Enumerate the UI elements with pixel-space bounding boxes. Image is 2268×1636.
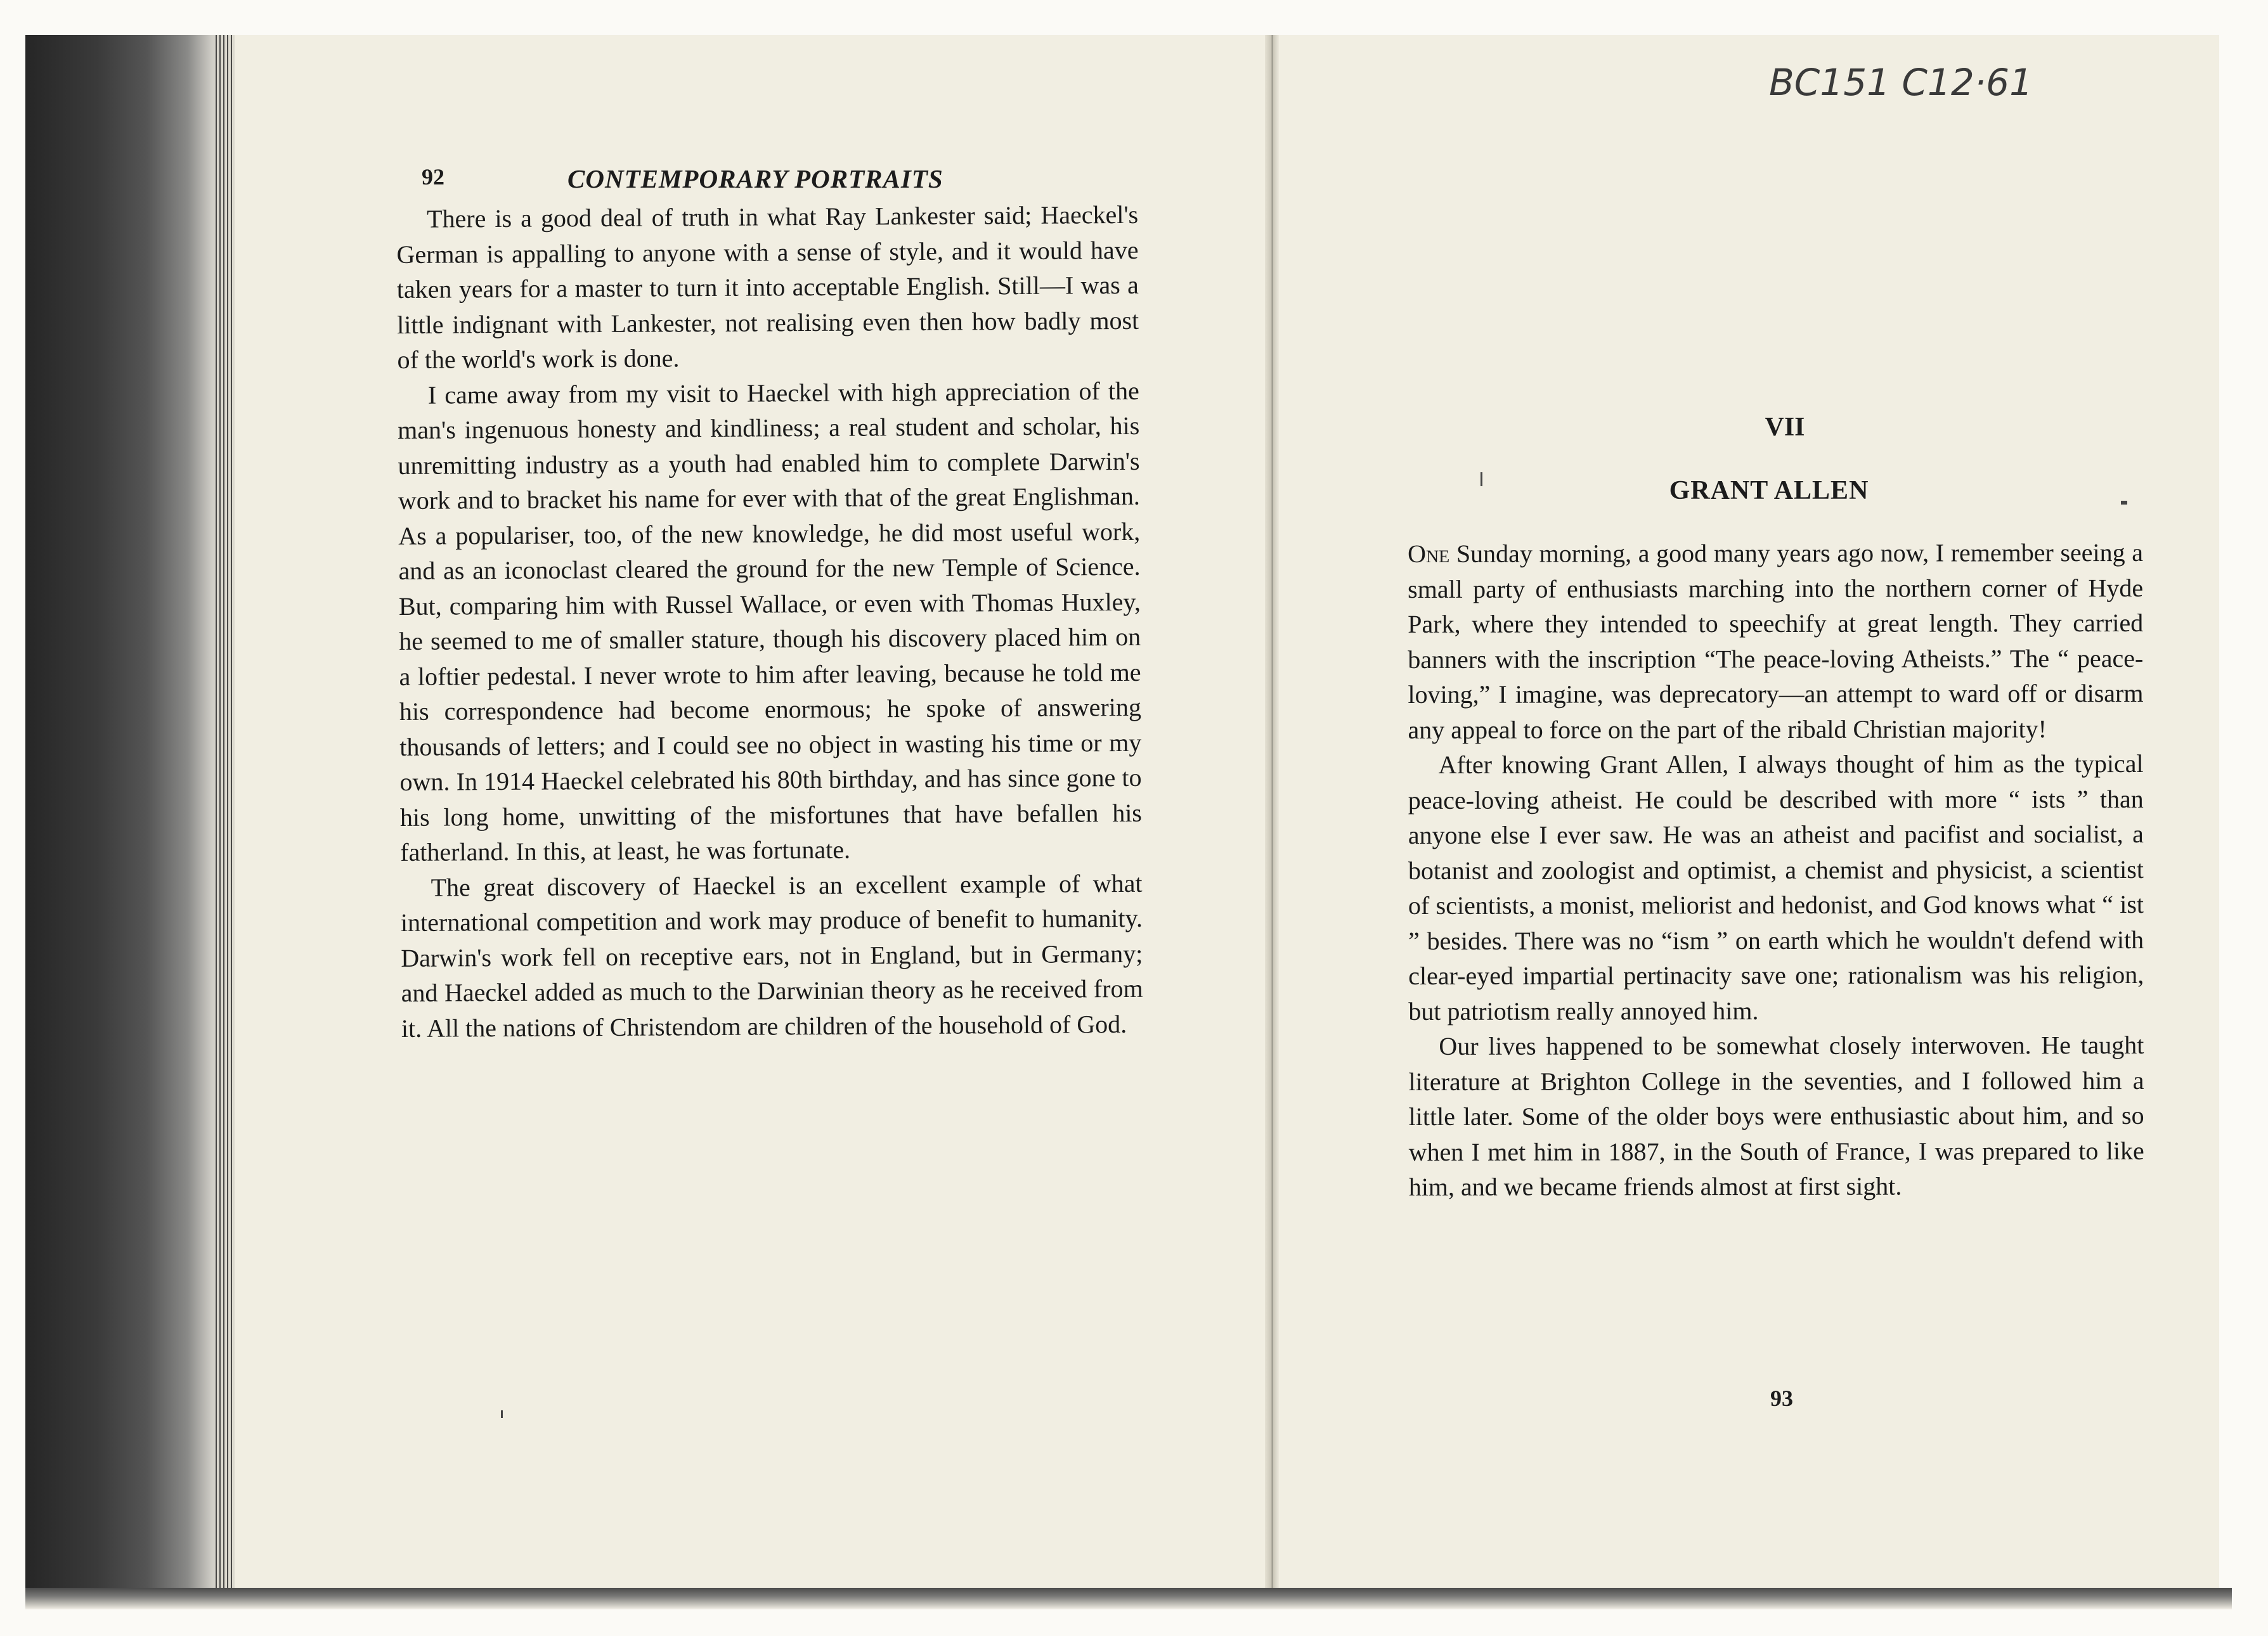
paragraph: There is a good deal of truth in what Ray Lankester said; Haeckel's German is appalling to anyone with a sense of style, and it would have taken years for a master to turn it into acceptable English. Still—I was a little indignant with Lankester, not realising even then how badly most of the world's work is done.: [396, 200, 1139, 374]
dust-speck: [501, 1410, 503, 1418]
running-title: CONTEMPORARY PORTRAITS: [567, 164, 943, 193]
paragraph: Our lives happened to be somewhat closely interwoven. He taught literature at Brighton College in the seventies, and I followed him a little later. Some of the older boys were enthusiastic about him, and so when I met him in 1887, in the South of France, I was prepared to like him, and we became friends almost at first sight.: [1408, 1030, 2144, 1201]
svg-text:BC151 C12·61: BC151 C12·61: [1769, 61, 2033, 104]
paragraph: I came away from my visit to Haeckel with high appreciation of the man's ingenuous honesty and kindliness; a real student and scholar, his unremitting industry as a youth had enabled him to complete Darwin's work and to bracket his name for ever with that of the great Englishman. As a populariser, too, of the new knowledge, he did most useful work, and as an iconoclast cleared the ground for the new Temple of Science. But, comparing him with Russel Wallace, or even with Thomas Huxley, he seemed to me of smaller stature, though his discovery placed him on a loftier pedestal. I never wrote to him after leaving, because he told me his correspondence had become enormous; he spoke of answering thousands of letters; and I could see no object in wasting his time or my own. In 1914 Haeckel celebrated his 80th birthday, and has since gone to his long home, unwitting of the misfortunes that have befallen his fatherland. In this, at least, he was fortunate.: [398, 376, 1143, 866]
page-number-right: 93: [1770, 1386, 1793, 1411]
opening-paragraph-text: Sunday morning, a good many years ago now, I remember seeing a small party of enthusiasts marching into the northern corner of Hyde Park, where they intended to speechify at great length. They carried banners with the inscription “The peace-loving Atheists.” The “ peace-loving,” I imagine, was deprecatory—an attempt to ward off or disarm any appeal to force on the part of the ribald Christian majority!: [1408, 538, 2144, 744]
handwritten-catalog-note: [1763, 57, 2092, 108]
book-gutter: [1265, 35, 1279, 1591]
dust-speck: [2121, 501, 2127, 505]
paragraph: The great discovery of Haeckel is an excellent example of what international competition and work may produce of benefit to humanity. Darwin's work fell on receptive ears, not in England, but in Germany; and Haeckel added as much to the Darwinian theory as he received from it. All the nations of Christendom are children of the household of God.: [400, 868, 1143, 1043]
dust-speck: [1481, 472, 1482, 486]
page-edges: [216, 35, 235, 1591]
page-number-left: 92: [422, 164, 444, 190]
bottom-shadow: [25, 1588, 2232, 1609]
chapter-number: VII: [1765, 413, 1805, 442]
paragraph: After knowing Grant Allen, I always thought of him as the typical peace-loving atheist. He could be described with more “ ists ” than anyone else I ever saw. He was an atheist and pacifist and socialist, a botanist and zoologist and optimist, a chemist and physicist, a scientist of scientists, a monist, meliorist and hedonist, and God knows what “ ist ” besides. There was no “ism ” on earth which he wouldn't defend with clear-eyed impartial pertinacity save one; rationalism was his religion, but patriotism really annoyed him.: [1408, 749, 2144, 1026]
book-edge-shadow: [25, 35, 228, 1601]
running-head: [422, 164, 1157, 202]
chapter-title: GRANT ALLEN: [1669, 476, 1869, 505]
opening-paragraph: [1408, 535, 2144, 747]
right-page-text: [1408, 535, 2144, 1205]
opening-word: One: [1408, 539, 1450, 568]
left-page-text: [396, 197, 1143, 1046]
